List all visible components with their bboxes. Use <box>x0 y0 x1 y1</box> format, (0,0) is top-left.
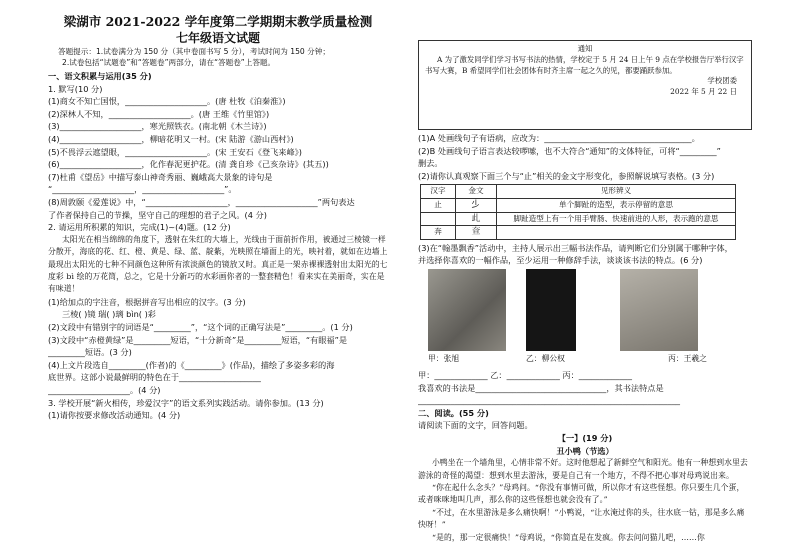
calligraphy-images <box>418 269 752 369</box>
story-title: 丑小鸭（节选） <box>556 445 614 456</box>
q2-item: 底世界。这部小说最鲜明的特色在于____________________ <box>48 372 261 383</box>
exam-subtitle: 七年级语文试题 <box>175 31 260 45</box>
table-row <box>421 198 736 212</box>
right-line: (2)请你认真观察下面三个与“止”相关的金文字形变化，参照解说填写表格。(3 分) <box>418 170 715 181</box>
left-column <box>48 14 388 422</box>
q1-line: (7)杜甫《望岳》中描写泰山神奇秀丽、巍峨高大景象的诗句是 <box>48 171 273 182</box>
calligraphy-image-regular <box>526 269 576 351</box>
table-cell-answer[interactable] <box>497 226 736 240</box>
table-cell: 单个脚趾的造型，表示停留的意思 <box>497 198 736 212</box>
exam-title: 梁湖市 2021-2022 学年度第二学期期末教学质量检测 <box>63 14 373 29</box>
q1-title: 1. 默写(10 分) <box>48 83 103 94</box>
section-1-heading: 一、语文积累与运用(35 分) <box>48 71 152 81</box>
q2-item: 三棱( )镜 瑞( )璃 bìn( )彩 <box>62 309 156 320</box>
reading-intro: 请阅读下面的文字，回答问题。 <box>418 420 533 431</box>
q2-passage: 太阳光在相当绵绵的角度下，透射在朱红的大墙上，光线由于面前折作用，被通过三棱镜一样分散开，海底的花、红、橙、黄是、绿、蓝、靛紫，光映照在墙面上的光，映衬着，就如在边墙上最现出太阳光的七种不同颜色这种所有浓淡颜色的镜放又时。真正是一架赤裸裸透射出太阳光的七度彩 bì 绘的万花筒，总之，它是十分新巧的水彩画你者的一整套精色！看来实在美丽奇，实在是有味道！ <box>48 234 388 294</box>
table-cell: 奔 <box>421 226 456 240</box>
table-row <box>421 212 736 226</box>
bronze-glyph: 𡘍 <box>456 226 497 240</box>
answer-line[interactable]: 我喜欢的书法是________________________________，其书法特点是 <box>418 382 664 393</box>
notice-signer: 学校团委 <box>707 76 737 86</box>
q3-instruction: 并选择你喜欢的一幅作品，至少运用一种修辞手法，谈谈该书法的特点。(6 分) <box>418 255 703 266</box>
q3-instruction: (3)在“翰墨飘香”活动中，主持人展示出三幅书法作品，请判断它们分别属于哪种字体， <box>418 242 733 253</box>
q1-line: (3)____________________，寒光照铁衣。(南北朝《木兰诗》) <box>48 121 267 132</box>
calligraphy-image-cursive <box>428 269 506 351</box>
bronze-glyph: 𣥃 <box>456 212 497 226</box>
answer-line[interactable]: 甲：_____________ 乙：_____________ 丙：_____________ <box>418 369 632 380</box>
answer-tip-1: 答题提示：1.试卷满分为 150 分（其中卷面书写 5 分），考试时间为 150 分钟； <box>58 47 330 56</box>
notice-date: 2022 年 5 月 22 日 <box>670 86 737 96</box>
q3-sub: (1)请你按要求修改活动通知。(4 分) <box>48 410 181 421</box>
story-paragraph: 小鸭坐在一个墙角里，心情非常不好。这时他想起了新鲜空气和阳光。他有一种想到水里去游泳的奇怪的渴望：想到水里去游泳，要是自己有一个地方，不得不把心事对母鸡说出来。 <box>418 458 748 480</box>
story-paragraph: “是的，那一定很痛快！”母鸡说，“你简直是在发疯。你去问问猫儿吧，……你 <box>432 532 705 542</box>
q1-line: “____________________，____________________”。 <box>48 184 237 195</box>
q1-line: (2)深林人不知，____________________。(唐 王维《竹里馆》) <box>48 108 270 119</box>
table-header: 见形辨义 <box>497 185 736 199</box>
q1-line: (4)____________________，柳暗花明又一村。(宋 陆游《游山西村》) <box>48 133 294 144</box>
q2-item: (4)上文片段选自_________(作者)的《_________》(作品)，描绘了多姿多彩的海 <box>48 359 335 370</box>
answer-line[interactable]: ________________________________________________________________ <box>418 395 680 406</box>
q1-line: (6)____________________，化作春泥更护花。(清 龚自珍《己亥杂诗》(其五)) <box>48 159 329 170</box>
glyph-table <box>420 184 736 239</box>
q2-item: (1)给加点的字注音，根据拼音写出相应的汉字。(3 分) <box>48 296 246 307</box>
right-line: (2)B 处画线句子语言表达较啰嗦，也不大符合“通知”的文体特征，可将“_________” <box>418 145 721 156</box>
right-line: 删去。 <box>418 158 443 169</box>
notice-box <box>418 40 752 130</box>
q2-item: (3)文段中“赤橙黄绿”是_________短语，“十分新奇”是_________短语，“有眼福”是 <box>48 334 348 345</box>
q3-title: 3. 学校开展“新火相传，珍爱汉字”的语文系列实践活动。请你参加。(13 分) <box>48 397 324 408</box>
story-paragraph: “你在起什么念头？”母鸡问。“你没有事情可做，所以你才有这些怪想。你只要生几个蛋，或者咪咪地叫几声，那么你的这些怪想也就会没有了。” <box>418 482 745 505</box>
caption-yi: 乙：柳公权 <box>526 353 565 363</box>
q1-line: 了作者保持自己的节操，坚守自己的理想的君子之风。(4 分) <box>48 209 267 220</box>
q1-line: (8)周敦颐《爱莲说》中，“____________________，____________________”两句表达 <box>48 196 355 207</box>
notice-body: A 为了激发同学们学习书写书法的热情，学校定于 5 月 24 日上午 9 点在学校报告厅举行汉字书写大赛，B 希望同学们社会团体有时齐主席一起之久的见，都要踊跃参加。 <box>425 55 744 75</box>
table-cell-answer[interactable] <box>421 212 456 226</box>
right-line: (1)A 处画线句子有语病，应改为：____________________________________。 <box>418 133 700 143</box>
story-paragraph: “不过，在水里游泳是多么痛快啊！”小鸭说，“让水淹过你的头，往水底一钻，那是多么痛快呀！” <box>418 507 745 530</box>
table-header-row <box>421 185 736 199</box>
caption-jia: 甲：张旭 <box>428 353 460 363</box>
caption-bing: 丙：王羲之 <box>668 353 707 363</box>
table-row <box>421 226 736 240</box>
table-header: 汉字 <box>421 185 456 199</box>
q2-item: _________短语。(3 分) <box>48 347 132 358</box>
right-column <box>418 40 752 544</box>
calligraphy-image-running <box>620 269 698 351</box>
part-label: 【一】(19 分) <box>557 432 613 443</box>
bronze-glyph: 𣥂 <box>456 198 497 212</box>
q2-item: ____________________。(4 分) <box>48 384 161 395</box>
table-cell: 脚趾造型上有一个用手臂肠、快速前进的人形，表示跑的意思 <box>497 212 736 226</box>
q1-line: (1)商女不知亡国恨，____________________。(唐 杜牧《泊秦淮》) <box>48 96 286 107</box>
q2-title: 2. 请运用所积累的知识，完成(1)~(4)题。(12 分) <box>48 222 231 233</box>
q1-line: (5)不畏浮云遮望眼，____________________。(宋 王安石《登飞来峰》) <box>48 146 302 157</box>
table-cell: 止 <box>421 198 456 212</box>
answer-tip-2: 2.试卷包括“试题卷”和“答题卷”两部分，请在“答题卷”上答题。 <box>62 58 276 67</box>
q2-item: (2)文段中有错别字的词语是“_________”，“这个词的正确写法是”_________。(1 分) <box>48 321 353 332</box>
reading-heading: 二、阅读。(55 分) <box>418 407 489 418</box>
table-header: 金文 <box>456 185 497 199</box>
notice-title: 通知 <box>577 44 593 53</box>
